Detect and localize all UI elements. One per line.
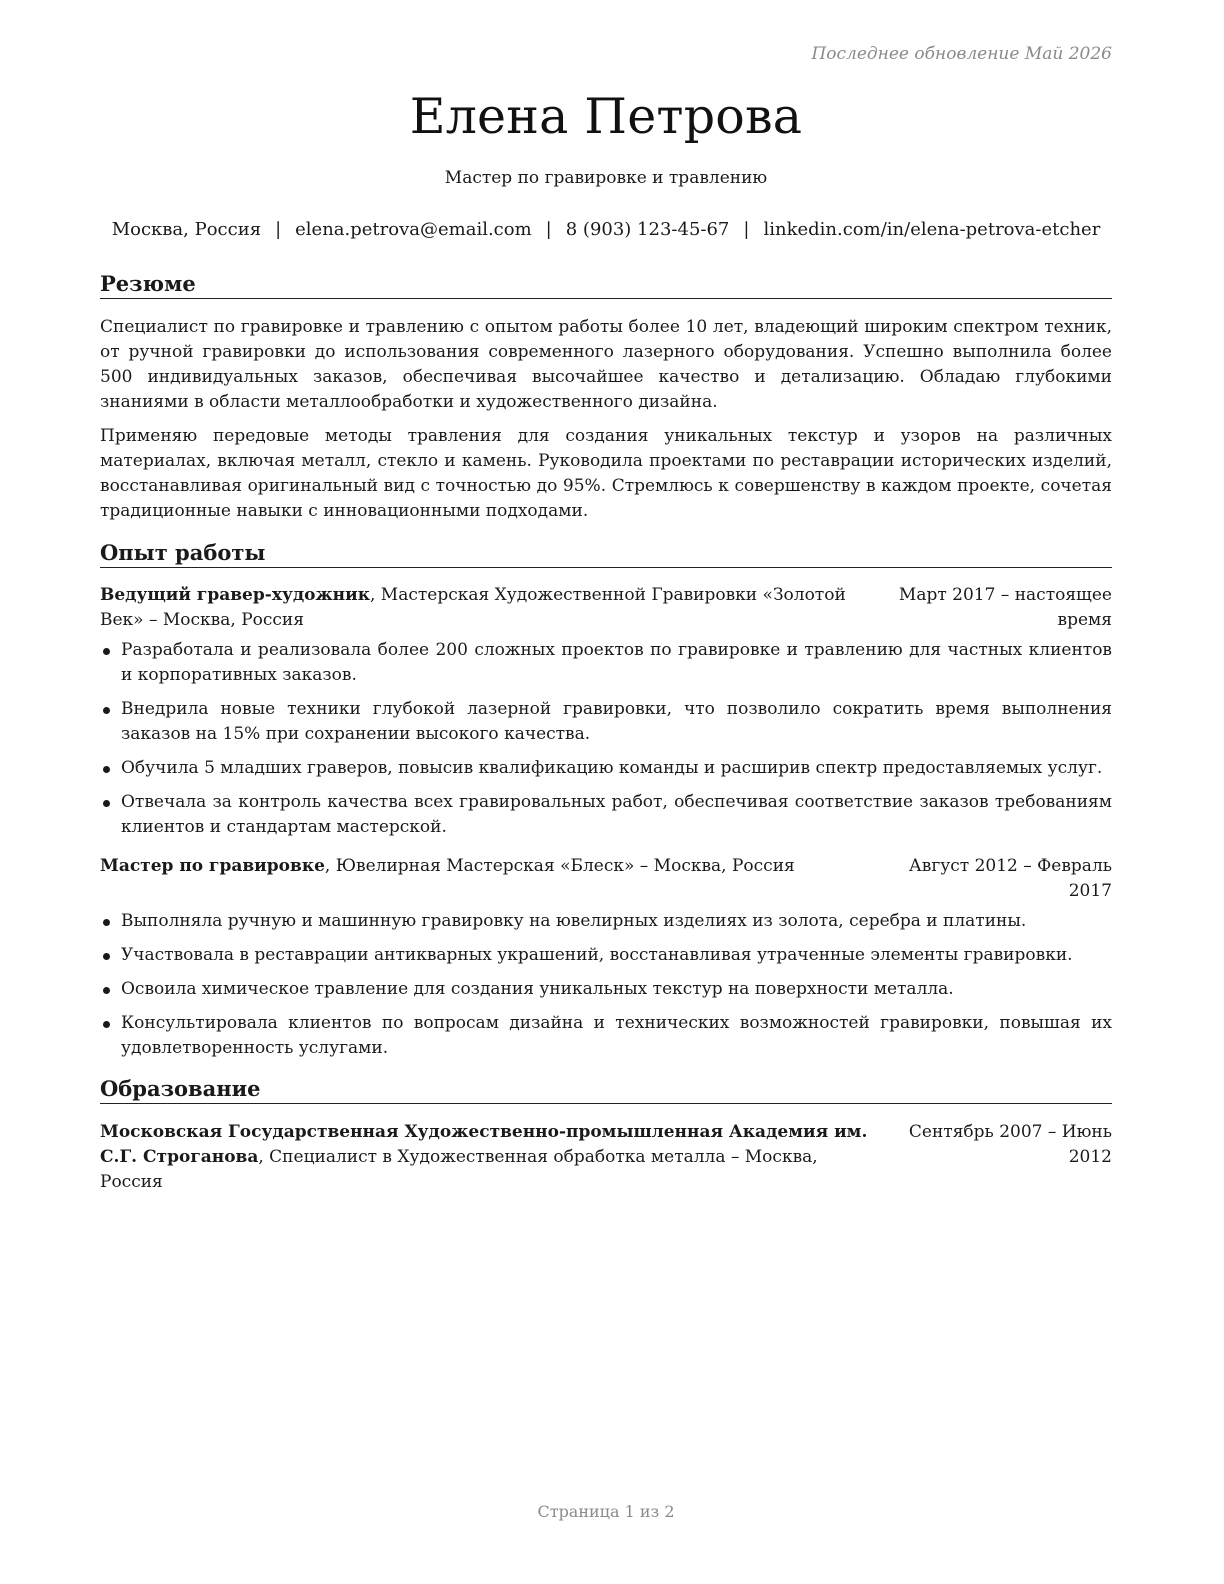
job-header [100, 854, 1112, 901]
bullet-icon [103, 919, 110, 926]
bullet-icon [103, 766, 110, 773]
job-role: Ведущий гравер-художник [100, 585, 370, 605]
bullet-icon [103, 707, 110, 714]
job-role: Мастер по гравировке [100, 856, 325, 876]
contact-phone: 8 (903) 123-45-67 [565, 219, 730, 240]
bullet-icon [103, 800, 110, 807]
contact-linkedin-link[interactable]: linkedin.com/in/elena-petrova-etcher [763, 219, 1101, 240]
contact-line [100, 219, 1112, 240]
job-details: , Мастерская Художественной Гравировки «Золотой Век» – Москва, Россия [100, 585, 846, 630]
contact-location: Москва, Россия [111, 219, 262, 240]
last-updated: Последнее обновление Май 2026 [811, 44, 1112, 64]
contact-separator: | [743, 219, 750, 240]
resume-page [100, 0, 1112, 1584]
education-dates: Сентябрь 2007 – Июнь 2012 [908, 1122, 1112, 1167]
list-item: Участвовала в реставрации антикварных украшений, восстанавливая утраченные элементы гравировки. [100, 943, 1112, 968]
list-item: Обучила 5 младших граверов, повысив квалификацию команды и расширив спектр предоставляемых услуг. [100, 756, 1112, 781]
education-institution: Московская Государственная Художественно-промышленная Академия им. С.Г. Строганова [100, 1122, 868, 1167]
job-dates: Август 2012 – Февраль 2017 [908, 856, 1112, 901]
list-item: Внедрила новые техники глубокой лазерной гравировки, что позволило сократить время выполнения заказов на 15% при сохранении высокого качества. [100, 697, 1112, 747]
list-item: Отвечала за контроль качества всех гравировальных работ, обеспечивая соответствие заказов требованиям клиентов и стандартам мастерской. [100, 790, 1112, 840]
contact-separator: | [275, 219, 282, 240]
bullet-icon [103, 953, 110, 960]
contact-separator: | [545, 219, 552, 240]
job-dates: Март 2017 – настоящее время [898, 585, 1112, 630]
list-item: Освоила химическое травление для создания уникальных текстур на поверхности металла. [100, 977, 1112, 1002]
list-item: Разработала и реализовала более 200 сложных проектов по гравировке и травлению для частных клиентов и корпоративных заказов. [100, 638, 1112, 688]
section-title-summary: Резюме [100, 271, 1112, 299]
page-number: Страница 1 из 2 [537, 1502, 675, 1521]
list-item: Выполняла ручную и машинную гравировку на ювелирных изделиях из золота, серебра и платины. [100, 909, 1112, 934]
education-entry [100, 1120, 1112, 1195]
bullet-icon [103, 1021, 110, 1028]
job-header [100, 583, 1112, 633]
bullet-icon [103, 648, 110, 655]
job-bullet-list [100, 909, 1112, 1070]
section-title-education: Образование [100, 1076, 1112, 1104]
bullet-icon [103, 987, 110, 994]
summary-paragraph: Специалист по гравировке и травлению с опытом работы более 10 лет, владеющий широким спектром техник, от ручной гравировки до использования современного лазерного оборудования. Успешно выполнила более 500 индивидуальных заказов, обеспечивая высочайшее качество и детализацию. Обладаю глубокими знаниями в области металлообработки и художественного дизайна. [100, 317, 1112, 412]
candidate-name: Елена Петрова [409, 88, 803, 145]
job-title: Мастер по гравировке и травлению [444, 168, 768, 188]
section-title-experience: Опыт работы [100, 540, 1112, 568]
list-item: Консультировала клиентов по вопросам дизайна и технических возможностей гравировки, повышая их удовлетворенность услугами. [100, 1011, 1112, 1061]
job-bullet-list [100, 638, 1112, 849]
education-details: , Специалист в Художественная обработка металла – Москва, Россия [100, 1147, 818, 1192]
job-details: , Ювелирная Мастерская «Блеск» – Москва, Россия [324, 856, 795, 876]
summary-paragraph: Применяю передовые методы травления для создания уникальных текстур и узоров на различных материалах, включая металл, стекло и камень. Руководила проектами по реставрации исторических изделий, восстанавливая оригинальный вид с точностью до 95%. Стремлюсь к совершенству в каждом проекте, сочетая традиционные навыки с инновационными подходами. [100, 426, 1112, 521]
contact-email-link[interactable]: elena.petrova@email.com [295, 219, 532, 240]
